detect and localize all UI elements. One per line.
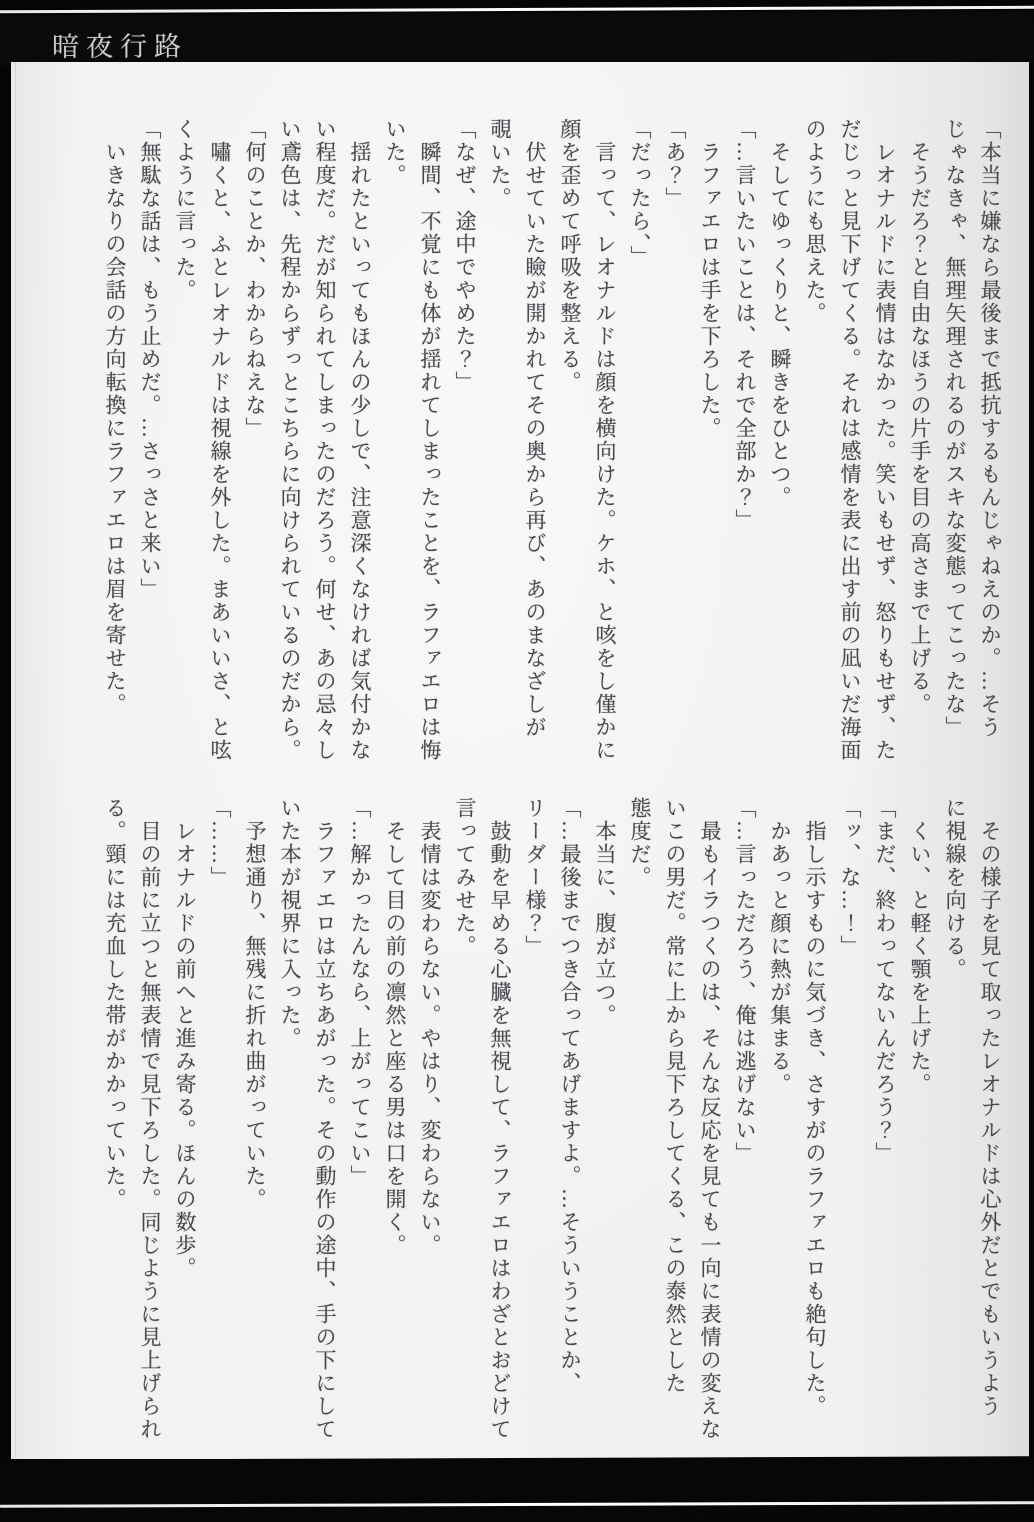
text-line: 「…言いたいことは、それで全部か？」	[733, 118, 757, 532]
text-line: 「まだ、終わってないんだろう？」	[873, 797, 897, 1165]
page-title: 暗夜行路	[51, 31, 189, 63]
text-line: 「…解かったんなら、上がってこい」	[348, 797, 372, 1188]
text-line: る。頸には充血した帯がかかっていた。	[103, 797, 127, 1211]
text-line: い程度だ。だが知られてしまったのだろう。何せ、あの忌々し	[313, 118, 337, 762]
text-line: 「何のことか、わからねえな」	[243, 118, 267, 440]
text-line: ラファエロは立ちあがった。その動作の途中、手の下にして	[313, 797, 337, 1441]
header-bar	[0, 11, 1034, 66]
text-line: そうだろ？と自由なほうの片手を目の高さまで上げる。	[908, 118, 932, 716]
text-line: 指し示すものに気づき、さすがのラファエロも絶句した。	[803, 797, 827, 1418]
text-line: 「…言っただろう、俺は逃げない」	[733, 797, 757, 1165]
text-line: その様子を見て取ったレオナルドは心外だとでもいうよう	[978, 797, 1002, 1418]
text-line: ラファエロは手を下ろした。	[698, 118, 722, 440]
text-block-bottom	[97, 797, 1007, 1473]
text-line: レオナルドに表情はなかった。笑いもせず、怒りもせず、た	[873, 118, 897, 762]
paper	[11, 62, 1029, 1459]
text-line: いた本が視界に入った。	[278, 797, 302, 1050]
text-line: 「あ？」	[663, 118, 687, 210]
text-line: じゃなきゃ、無理矢理されるのがスキな変態ってこったな」	[943, 118, 967, 739]
text-line: 覗いた。	[488, 118, 512, 210]
text-line: そして目の前の凛然と座る男は口を開く。	[383, 797, 407, 1257]
text-line: くい、と軽く顎を上げた。	[908, 797, 932, 1096]
text-line: レオナルドの前へと進み寄る。ほんの数歩。	[173, 797, 197, 1280]
text-line: 最もイラつくのは、そんな反応を見ても一向に表情の変えな	[698, 797, 722, 1441]
text-line: いきなりの会話の方向転換にラファエロは眉を寄せた。	[103, 118, 127, 716]
text-line: 嘯くと、ふとレオナルドは視線を外した。まあいいさ、と呟	[208, 118, 232, 762]
text-line: に視線を向ける。	[943, 797, 967, 981]
bottom-border-line	[0, 1501, 1034, 1508]
text-line: 表情は変わらない。やはり、変わらない。	[418, 797, 442, 1257]
text-line: い鳶色は、先程からずっとこちらに向けられているのだから。	[278, 118, 302, 762]
text-line: 「無駄な話は、もう止めだ。…さっさと来い」	[138, 118, 162, 601]
text-line: 言ってみせた。	[453, 797, 477, 958]
text-line: 顔を歪めて呼吸を整える。	[558, 118, 582, 394]
text-line: 「本当に嫌なら最後まで抵抗するもんじゃねえのか。…そう	[978, 118, 1002, 739]
text-line: くように言った。	[173, 118, 197, 302]
text-line: 態度だ。	[628, 797, 652, 889]
text-line: 「……」	[208, 797, 232, 889]
bottom-border-bar	[0, 1456, 1034, 1522]
text-line: 瞬間、不覚にも体が揺れてしまったことを、ラファエロは悔	[418, 118, 442, 762]
text-line: 「なぜ、途中でやめた？」	[453, 118, 477, 394]
text-line: 揺れたといってもほんの少しで、注意深くなければ気付かな	[348, 118, 372, 762]
text-line: 「…最後までつき合ってあげますよ。…そういうことか、	[558, 797, 582, 1395]
text-line: 伏せていた瞼が開かれてその奥から再び、あのまなざしが	[523, 118, 547, 739]
text-line: かあっと顔に熱が集まる。	[768, 797, 792, 1096]
text-line: リーダー様？」	[523, 797, 547, 958]
text-line: 目の前に立つと無表情で見下ろした。同じように見上げられ	[138, 797, 162, 1441]
text-line: 「だったら、」	[628, 118, 652, 269]
text-line: 本当に、腹が立つ。	[593, 797, 617, 1027]
text-line: そしてゆっくりと、瞬きをひとつ。	[768, 118, 792, 509]
text-line: のようにも思えた。	[803, 118, 827, 325]
text-block-top	[97, 118, 1007, 780]
text-line: 言って、レオナルドは顔を横向けた。ケホ、と咳をし僅かに	[593, 118, 617, 762]
text-line: 鼓動を早める心臓を無視して、ラファエロはわざとおどけて	[488, 797, 512, 1441]
text-line: 「ッ、な…！」	[838, 797, 862, 958]
text-line: だじっと見下げてくる。それは感情を表に出す前の凪いだ海面	[838, 118, 862, 762]
text-line: 予想通り、無残に折れ曲がっていた。	[243, 797, 267, 1211]
text-line: いた。	[383, 118, 407, 187]
text-line: いこの男だ。常に上から見下ろしてくる、この泰然とした	[663, 797, 687, 1395]
